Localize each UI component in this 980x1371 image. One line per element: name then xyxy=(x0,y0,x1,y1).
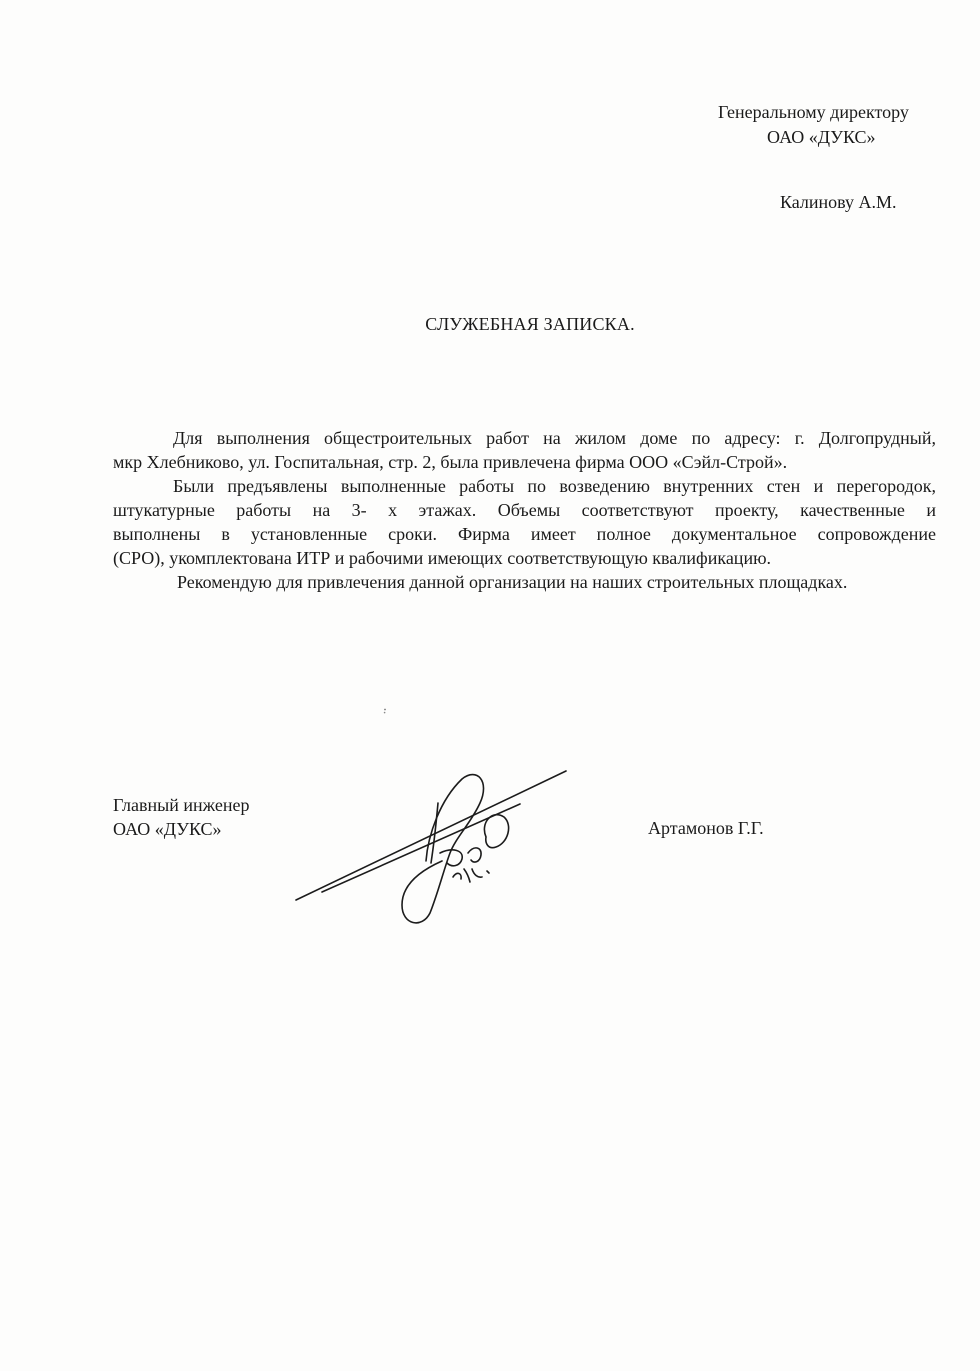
body-line: мкр Хлебниково, ул. Госпитальная, стр. 2, была привлечена фирма ООО «Сэйл-Строй». xyxy=(113,452,788,472)
body-line: Рекомендую для привлечения данной организации на наших строительных площадках. xyxy=(177,572,848,592)
body-line: Для выполнения общестроительных работ на жилом доме по адресу: г. Долгопрудный, xyxy=(173,428,936,448)
body-line: выполнены в установленные сроки. Фирма имеет полное документальное сопровождение xyxy=(113,524,936,544)
signatory-company: ОАО «ДУКС» xyxy=(113,819,222,839)
recipient-company: ОАО «ДУКС» xyxy=(767,127,876,147)
document-title: СЛУЖЕБНАЯ ЗАПИСКА. xyxy=(425,314,635,334)
signatory-name: Артамонов Г.Г. xyxy=(648,818,764,838)
body-line: (СРО), укомплектована ИТР и рабочими имеющих соответствующую квалификацию. xyxy=(113,548,772,568)
handwritten-signature-icon xyxy=(290,765,575,930)
signatory-block xyxy=(113,793,249,841)
recipient-name: Калинову А.М. xyxy=(780,192,897,212)
body-line: штукатурные работы на 3- х этажах. Объемы соответствуют проекту, качественные и xyxy=(113,500,936,520)
body-line: Были предъявлены выполненные работы по возведению внутренних стен и перегородок, xyxy=(173,476,936,496)
signatory-position: Главный инженер xyxy=(113,795,250,815)
memo-body xyxy=(113,426,936,594)
recipient-position: Генеральному директору xyxy=(718,102,909,122)
scan-speck xyxy=(383,708,387,714)
